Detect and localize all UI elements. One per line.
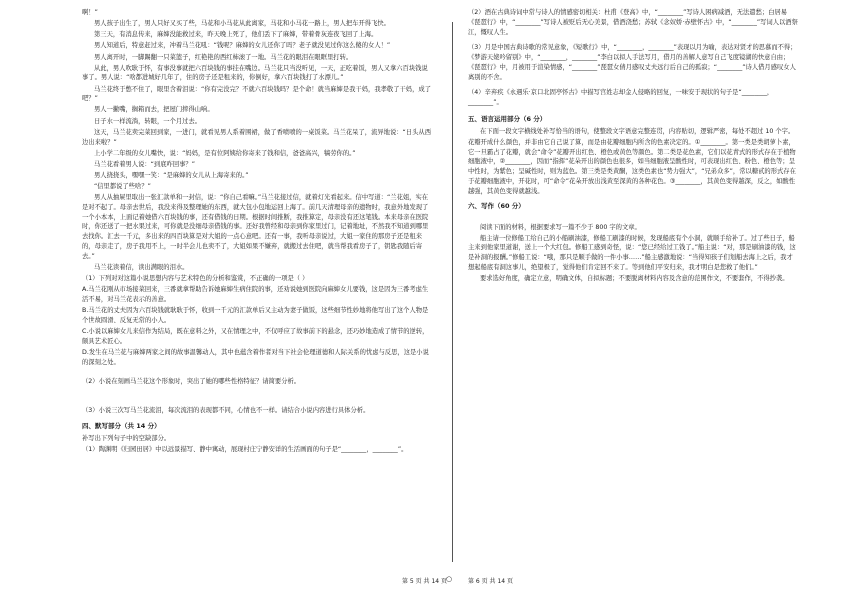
story-paragraph: 日子水一样流淌，转眼，一个月过去。 — [94, 117, 202, 125]
story-paragraph: 从此，男人吹耿于怀，有事没事就把六百块钱的事挂在嘴边。马兰花只当没听见，一天，正吃着饭，男人又拿六百块钱说事了。男人说：“啥都进城好几年了，住的房子还是租来的，你倒好，拿六百块钱打了水漂儿。” — [82, 64, 428, 82]
question-1-option: A.马兰花刚从市场接菜回来，三番就拿帮助告诉她麻婶生病住院的事，还劝说她到医院向麻婶女儿要钱，这是因为三番考虑生活不易，对马兰花表示的善意。 — [82, 286, 429, 303]
section-5-text: 花瓣开成什么颜色，并非由它自己说了算，而是由花瓣细胞内所含的色素决定的。①________。第一类是类胡萝卜素，它一旦霸占了花瓣，就会“命令”花瓣开出红色、橙色或黄色等颜色。第二类是花色素，它们以花青式的形式存在于植物细胞液中，②________，因而“指挥”花朵开出的颜色也很多，如当细胞液呈酸性时，可表现出红色、粉色、橙色等；呈中性时，为紫色；呈碱性时，则为蓝色。第三类是类黄酮，这类色素也“势力强大”，“兄弟众多”，常以糖甙的形式存在于花瓣细胞液中，开花时，可“命令”花朵开放出浅黄至深黄的各种花色。③________，其黄色变得越深，反之，如酸性越强，其黄色变得就越浅。 — [468, 138, 796, 195]
question-3: （3）小说三次写马兰花流泪，每次流泪的表现都不同，心情也不一样。请结合小说内容进行具体分析。 — [82, 406, 370, 414]
binding-circle-icon: ○ — [446, 575, 453, 583]
story-paragraph: “信里都说了些啥？” — [94, 183, 151, 191]
story-paragraph: 男人离开时，一脚踢翻一只菜篮子，红艳艳的西红柿滚了一地。马兰花的眼泪在眼眶里打转。 — [94, 53, 353, 61]
story-paragraph: 男人知道后，特意赶过来，冲着马兰花吼：“钱呢？麻婶的女儿还你了吗？老子就没见过你这么傻的女人！” — [94, 42, 391, 50]
story-paragraph: 第三天，有消息传来，麻婶没能救过来，昨天晚上死了，他们丢下了麻婶，带着骨灰连夜飞回了上海。 — [94, 31, 378, 39]
dictation-items — [468, 8, 798, 108]
section-4-heading: 四、默写部分（共 14 分） — [82, 421, 161, 430]
question-1-option: D.发生在马兰花与麻婶两家之间的故事温馨动人，其中也蕴含着作者对当下社会伦理道德和人际关系的忧虑与反思，这是小说的深刻之处。 — [82, 348, 429, 366]
page-number-right: 第 6 页 共 14 页 — [468, 578, 513, 585]
question-2: （2）小说在刻画马兰花这个形象时，突出了她的哪些性格特征？请简要分析。 — [82, 377, 301, 385]
story-paragraph: 马兰花读着信，读出满眼的泪水。 — [94, 263, 189, 271]
page-number-left: 第 5 页 共 14 页 — [402, 578, 447, 585]
section-4-intro: 补写出下列句子中的空缺部分。 — [82, 434, 171, 442]
section-6-intro: 阅读下面的材料，根据要求写一篇不少于 800 字的文章。 — [480, 223, 641, 231]
story-paragraph: 这天，马兰花卖完菜回到家，一进门，就看见男人系着围裙，做了香喷喷的一桌饭菜。马兰花呆了，流异地说：“日头从西边出来啦？” — [82, 128, 431, 146]
story-paragraph: 马兰花看着男人说：“到底咋回事？” — [94, 160, 195, 168]
left-column — [82, 8, 434, 456]
story-paragraph: 男人从抽屉里取出一张汇款单和一封信，说：“你自己看嘛。”马兰花接过信，就着灯光看起来。信中写道：“兰花姐，实在是对不起了。母亲去世后，我没来得及整理她的东西，就大包小包地运回上海了。前几天清理母亲的遗物时，我意外地发现了一个小本本，上面记着她借六百块钱的事，还有借钱的日期。根据时间推断，我推算定，母亲没有还这笔钱。本来母亲在医院时，你还送了一把水果过来，可你就是没细母亲借钱的事。还好我曾经和母亲到你家里过门，记着地址，不然我不知道到哪里去找你。汇去一千元，多出来的四百块算是对大姐的一点心意吧。还有一事，我听母亲说过，大姐一家住的那房子还是租来的，母亲走了，房子我用不上，一时半会儿也卖不了，大姐如果不嫌弃，就搬过去住吧，就当帮我看房子了，钥匙我随后寄去。” — [82, 194, 429, 260]
section-5-heading: 五、语言运用部分（6 分） — [468, 114, 547, 123]
section-5-question: 在下面一段文字横线处补写恰当的语句，使整段文字语意完整连贯，内容贴切，逻辑严密，每处不超过 10 个字。 — [480, 127, 795, 135]
story-paragraph: 马兰花终于憋不住了，眼里含着泪说：“你有完没完？不就六百块钱吗？是个命！就当麻婶是我干妈，我孝敬了干妈，成了吧？” — [82, 85, 431, 103]
question-1-option: C.小说以麻婶女儿来信作为结局，既在意料之外，又在情理之中，不仅呼应了故事前下的悬念，还巧妙地造成了情节的逆转，颇具艺术匠心。 — [82, 327, 429, 345]
dictation-item: （2）酒在古典诗词中常与诗人的情感密切相关：杜甫《登高》中，“________”写诗人困病减酒，无法遣愁；白居易《琵琶行》中，“________”写诗人被贬后无心美景，借酒浇愁；苏轼《念奴娇·赤壁怀古》中，“________”写词人以酒祭江，慨叹人生。 — [468, 9, 798, 36]
section-6-heading: 六、写作（60 分） — [468, 202, 525, 211]
story-text — [82, 8, 434, 273]
story-paragraph: 啊！” — [82, 9, 98, 16]
dictation-item: （3）月是中国古典诗歌的常见意象，《短歌行》中，“________，________”表现以月为喻，表达对贤才的思慕而不得；《梦游天姥吟留别》中，“________，________”李白以拟人手法写月，借月的善解人意写自己飞度镜湖的快意自由；《琵琶行》中，月被用于渲染情感，“________”琵琶女倩月感叹丈夫远行后自己的孤寂；“________”诗人借月感叹女人离别的不舍。 — [468, 44, 797, 81]
right-column — [468, 8, 798, 285]
question-1-option: B.马兰花的丈夫因为六百块钱就耿耿于怀，收到一千元的汇款单后又主动为妻子做饭，这些细节性妙地将他写出了这个人物是个世故圆滑、反复无常的小人。 — [82, 307, 429, 324]
story-paragraph: 男人一撇嘴，搁箱而去，把屋门摔得山响。 — [94, 106, 214, 114]
column-divider — [452, 22, 453, 562]
story-paragraph: 男人孩子出生了，男人只好又买了些，马花和小马花从此离家，马花和小马花一路上，男人把车开得飞快。 — [94, 20, 390, 28]
section-6-requirements: 要求选好角度，确定立意，明确文体，自拟标题；不要脱离材料内容及含意的范围作文，不要套作，不得抄袭。 — [480, 275, 789, 283]
question-4-1: （1）陶渊明《归园田居》中以远景描写、静中寓动，展现村庄宁静安详的生活画面的句子是“________，________”。 — [82, 445, 408, 453]
dictation-item: （4）辛弃疾《永遇乐·京口北固亭怀古》中描写宫姓志却金人侵略的回复，一味安于现状的句子是“________，________”。 — [468, 89, 774, 106]
story-paragraph: 男人挠挠头，嘿嘿一笑：“是麻婶的女儿从上海寄来的。” — [94, 171, 249, 179]
section-6-material: 船主请一位修船工给自己的小船刷油漆，修船工刷漆的时候，发现船底有个小洞，就顺手给补了。过了些日子，船主来到他家里道谢，送上一个大红包。修船工感到奇怪，说：“您已经给过工钱了。”船主说：“对，那是刷油漆的钱，这是补洞的报酬。”修船工说：“哦，那只是顺手做的一件小事……”船主感激地说：“当得知孩子们划船去海上之后，我才想起船底有洞这事儿，绝望极了，觉得他们肯定回不来了。等到他们平安归来，我才明白是您救了他们。” — [468, 234, 796, 271]
question-1-options — [82, 285, 434, 367]
question-1-title: （1）下列对对这篇小说思想内容与艺术特色的分析和鉴赏，不正确的一项是（ ） — [82, 275, 309, 282]
story-paragraph: 上小学二年级的女儿嘴快，说：“妈妈，是有位阿姨给你寄来了钱和信，爸爸高兴，犒劳你的。” — [94, 149, 356, 157]
